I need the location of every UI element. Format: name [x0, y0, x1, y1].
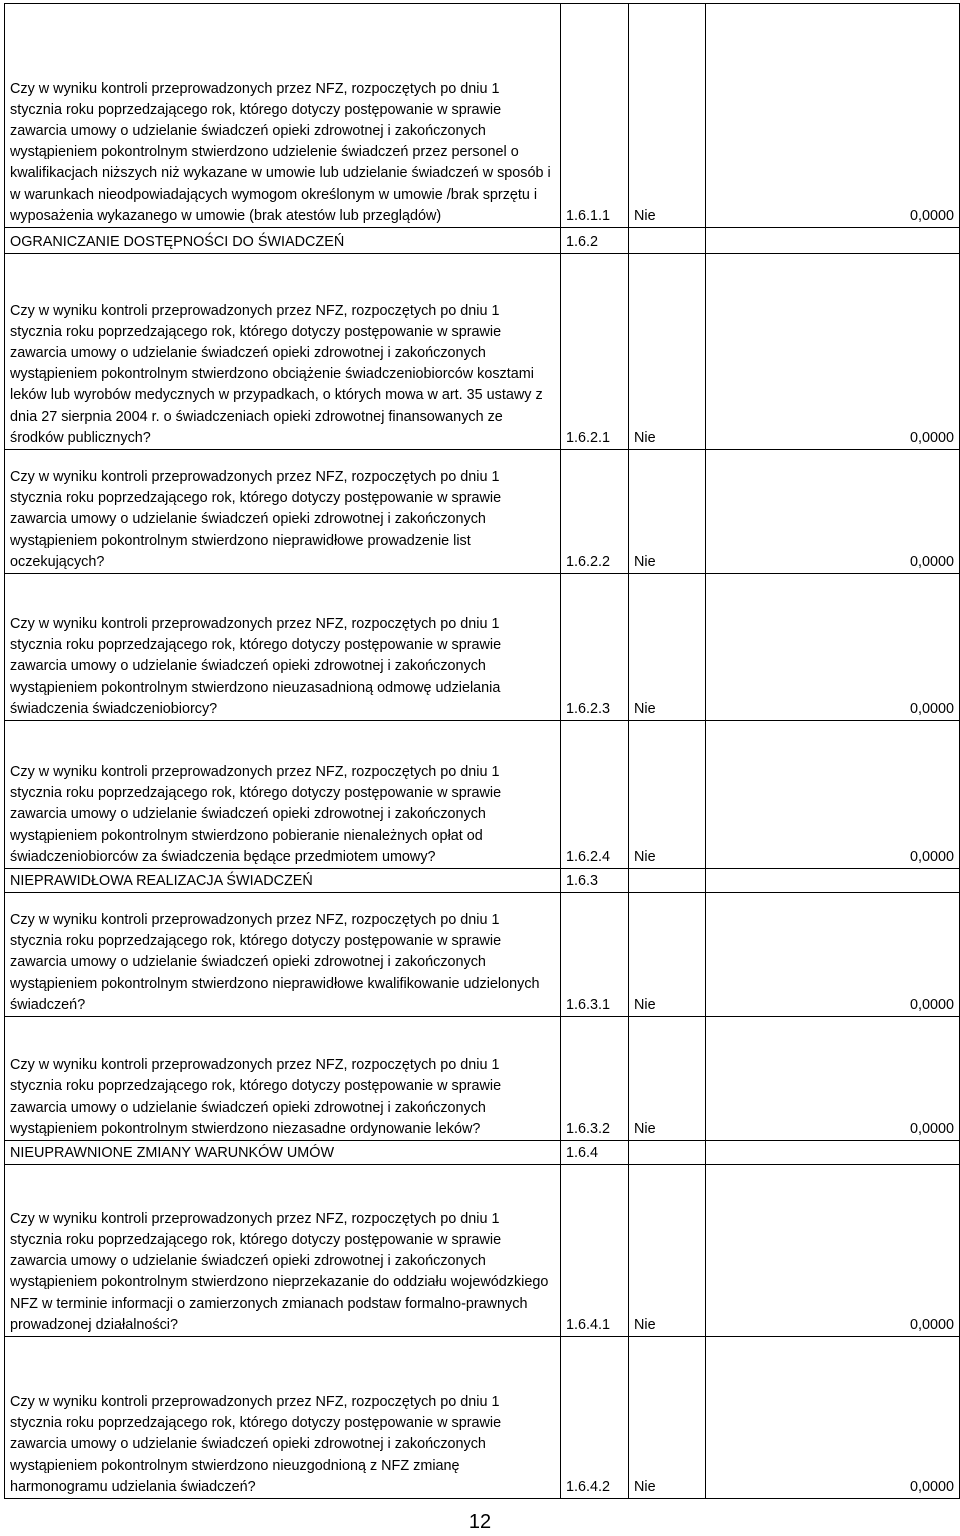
empty-cell: [706, 1141, 960, 1165]
section-title: NIEPRAWIDŁOWA REALIZACJA ŚWIADCZEŃ: [5, 869, 561, 893]
section-code: 1.6.2: [561, 228, 629, 254]
section-code: 1.6.4: [561, 1141, 629, 1165]
section-header-row: [5, 869, 960, 893]
criterion-row: [5, 1337, 960, 1499]
criterion-answer: Nie: [629, 1337, 706, 1499]
criterion-answer: Nie: [629, 4, 706, 228]
criterion-row: [5, 574, 960, 721]
criterion-code: 1.6.3.1: [561, 893, 629, 1017]
criterion-question: Czy w wyniku kontroli przeprowadzonych przez NFZ, rozpoczętych po dniu 1 stycznia roku poprzedzającego rok, którego dotyczy postępowanie w sprawie zawarcia umowy o udzielanie świadczeń opieki zdrowotnej i zakończonych wystąpieniem pokontrolnym stwierdzono nieuzgodnioną z NFZ zmianę harmonogramu udzielania świadczeń?: [5, 1337, 561, 1499]
criterion-row: [5, 450, 960, 574]
section-title: OGRANICZANIE DOSTĘPNOŚCI DO ŚWIADCZEŃ: [5, 228, 561, 254]
criterion-question: Czy w wyniku kontroli przeprowadzonych przez NFZ, rozpoczętych po dniu 1 stycznia roku poprzedzającego rok, którego dotyczy postępowanie w sprawie zawarcia umowy o udzielanie świadczeń opieki zdrowotnej i zakończonych wystąpieniem pokontrolnym stwierdzono nieprawidłowe prowadzenie list oczekujących?: [5, 450, 561, 574]
empty-cell: [706, 228, 960, 254]
criterion-code: 1.6.2.1: [561, 254, 629, 450]
criterion-row: [5, 893, 960, 1017]
criterion-answer: Nie: [629, 893, 706, 1017]
scoring-criteria-table: [4, 3, 960, 1499]
section-header-row: [5, 1141, 960, 1165]
criterion-answer: Nie: [629, 450, 706, 574]
empty-cell: [706, 869, 960, 893]
empty-cell: [629, 228, 706, 254]
criterion-code: 1.6.1.1: [561, 4, 629, 228]
criterion-score: 0,0000: [706, 893, 960, 1017]
criterion-row: [5, 1165, 960, 1337]
empty-cell: [629, 1141, 706, 1165]
criterion-question: Czy w wyniku kontroli przeprowadzonych przez NFZ, rozpoczętych po dniu 1 stycznia roku poprzedzającego rok, którego dotyczy postępowanie w sprawie zawarcia umowy o udzielanie świadczeń opieki zdrowotnej i zakończonych wystąpieniem pokontrolnym stwierdzono nieprawidłowe kwalifikowanie udzielonych świadczeń?: [5, 893, 561, 1017]
criterion-score: 0,0000: [706, 1017, 960, 1141]
empty-cell: [629, 869, 706, 893]
criterion-score: 0,0000: [706, 254, 960, 450]
page-number: 12: [468, 1511, 492, 1533]
criterion-question: Czy w wyniku kontroli przeprowadzonych przez NFZ, rozpoczętych po dniu 1 stycznia roku poprzedzającego rok, którego dotyczy postępowanie w sprawie zawarcia umowy o udzielanie świadczeń opieki zdrowotnej i zakończonych wystąpieniem pokontrolnym stwierdzono nieprzekazanie do oddziału wojewódzkiego NFZ w terminie informacji o zamierzonych zmianach podstaw formalno-prawnych prowadzonej działalności?: [5, 1165, 561, 1337]
criterion-question: Czy w wyniku kontroli przeprowadzonych przez NFZ, rozpoczętych po dniu 1 stycznia roku poprzedzającego rok, którego dotyczy postępowanie w sprawie zawarcia umowy o udzielanie świadczeń opieki zdrowotnej i zakończonych wystąpieniem pokontrolnym stwierdzono nieuzasadnioną odmowę udzielania świadczenia świadczeniobiorcy?: [5, 574, 561, 721]
criterion-code: 1.6.4.2: [561, 1337, 629, 1499]
criterion-question: Czy w wyniku kontroli przeprowadzonych przez NFZ, rozpoczętych po dniu 1 stycznia roku poprzedzającego rok, którego dotyczy postępowanie w sprawie zawarcia umowy o udzielanie świadczeń opieki zdrowotnej i zakończonych wystąpieniem pokontrolnym stwierdzono udzielenie świadczeń przez personel o kwalifikacjach niższych niż wykazane w umowie lub udzielanie świadczeń w sposób i w warunkach nieodpowiadających wymogom określonym w umowie /brak sprzętu i wyposażenia wykazanego w umowie (brak atestów lub przeglądów): [5, 4, 561, 228]
criterion-code: 1.6.2.3: [561, 574, 629, 721]
criterion-row: [5, 4, 960, 228]
criterion-score: 0,0000: [706, 1165, 960, 1337]
criterion-question: Czy w wyniku kontroli przeprowadzonych przez NFZ, rozpoczętych po dniu 1 stycznia roku poprzedzającego rok, którego dotyczy postępowanie w sprawie zawarcia umowy o udzielanie świadczeń opieki zdrowotnej i zakończonych wystąpieniem pokontrolnym stwierdzono obciążenie świadczeniobiorców kosztami leków lub wyrobów medycznych w przypadkach, o których mowa w art. 35 ustawy z dnia 27 sierpnia 2004 r. o świadczeniach opieki zdrowotnej finansowanych ze środków publicznych?: [5, 254, 561, 450]
criterion-score: 0,0000: [706, 450, 960, 574]
criterion-answer: Nie: [629, 1017, 706, 1141]
criterion-score: 0,0000: [706, 721, 960, 869]
criterion-code: 1.6.2.2: [561, 450, 629, 574]
criterion-score: 0,0000: [706, 4, 960, 228]
criterion-code: 1.6.2.4: [561, 721, 629, 869]
criterion-code: 1.6.3.2: [561, 1017, 629, 1141]
criterion-answer: Nie: [629, 254, 706, 450]
criterion-answer: Nie: [629, 574, 706, 721]
criterion-answer: Nie: [629, 1165, 706, 1337]
criterion-question: Czy w wyniku kontroli przeprowadzonych przez NFZ, rozpoczętych po dniu 1 stycznia roku poprzedzającego rok, którego dotyczy postępowanie w sprawie zawarcia umowy o udzielanie świadczeń opieki zdrowotnej i zakończonych wystąpieniem pokontrolnym stwierdzono pobieranie nienależnych opłat od świadczeniobiorców za świadczenia będące przedmiotem umowy?: [5, 721, 561, 869]
criterion-score: 0,0000: [706, 1337, 960, 1499]
criterion-code: 1.6.4.1: [561, 1165, 629, 1337]
criterion-score: 0,0000: [706, 574, 960, 721]
criterion-row: [5, 254, 960, 450]
criterion-answer: Nie: [629, 721, 706, 869]
section-header-row: [5, 228, 960, 254]
criterion-row: [5, 721, 960, 869]
criterion-row: [5, 1017, 960, 1141]
section-title: NIEUPRAWNIONE ZMIANY WARUNKÓW UMÓW: [5, 1141, 561, 1165]
section-code: 1.6.3: [561, 869, 629, 893]
criterion-question: Czy w wyniku kontroli przeprowadzonych przez NFZ, rozpoczętych po dniu 1 stycznia roku poprzedzającego rok, którego dotyczy postępowanie w sprawie zawarcia umowy o udzielanie świadczeń opieki zdrowotnej i zakończonych wystąpieniem pokontrolnym stwierdzono niezasadne ordynowanie leków?: [5, 1017, 561, 1141]
